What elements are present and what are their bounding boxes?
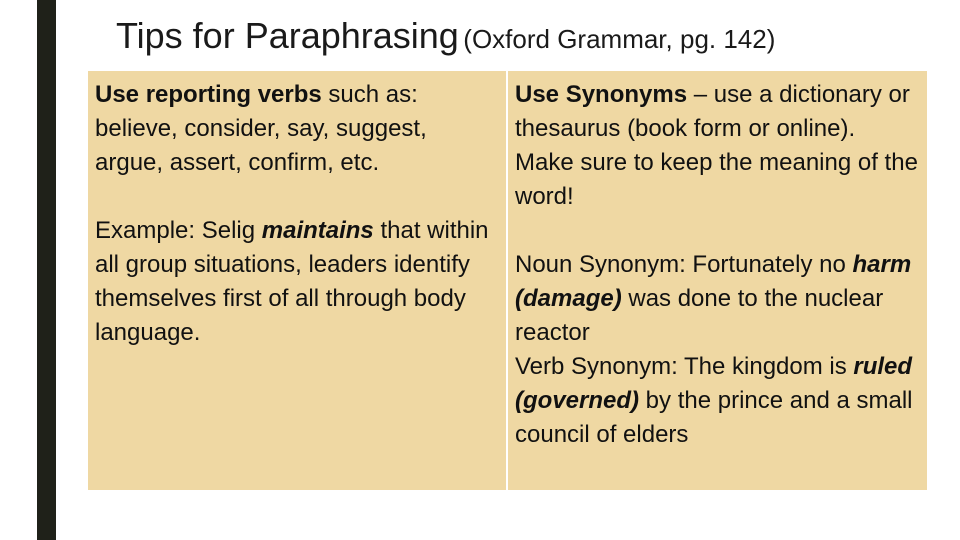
reporting-verbs-cell [88, 71, 508, 490]
tips-table [86, 69, 929, 492]
title-main: Tips for Paraphrasing [116, 15, 459, 56]
spacer [95, 180, 498, 214]
example-text-start: Verb Synonym: The kingdom is [515, 353, 854, 380]
left-accent-bar [37, 0, 56, 540]
example-text-end: was done to the nuclear reactor [515, 285, 884, 346]
verb-synonym-example [515, 350, 919, 452]
example-text-start: Noun Synonym: Fortunately no [515, 251, 853, 278]
example-emphasis: ruled (governed) [515, 353, 913, 414]
tip-heading: Use Synonyms [515, 81, 688, 108]
title-source: (Oxford Grammar, pg. 142) [463, 24, 776, 54]
slide-title [116, 14, 775, 57]
example-emphasis: maintains [261, 217, 374, 244]
example-text-end: by the prince and a small council of elders [515, 387, 913, 448]
reporting-verbs-example [95, 214, 498, 350]
reporting-verbs-tip [95, 78, 498, 180]
synonyms-tip [515, 78, 919, 214]
example-emphasis: harm (damage) [515, 251, 912, 312]
tip-heading: Use reporting verbs [95, 81, 322, 108]
tip-text: – use a dictionary or thesaurus (book form or online). Make sure to keep the meaning of the word! [515, 81, 918, 210]
synonyms-cell [508, 71, 927, 490]
spacer [515, 214, 919, 248]
example-text-start: Example: Selig [95, 217, 262, 244]
noun-synonym-example [515, 248, 919, 350]
example-text-end: that within all group situations, leaders identify themselves first of all through body language. [95, 217, 489, 346]
tip-text: such as: believe, consider, say, suggest, argue, assert, confirm, etc. [95, 81, 427, 176]
